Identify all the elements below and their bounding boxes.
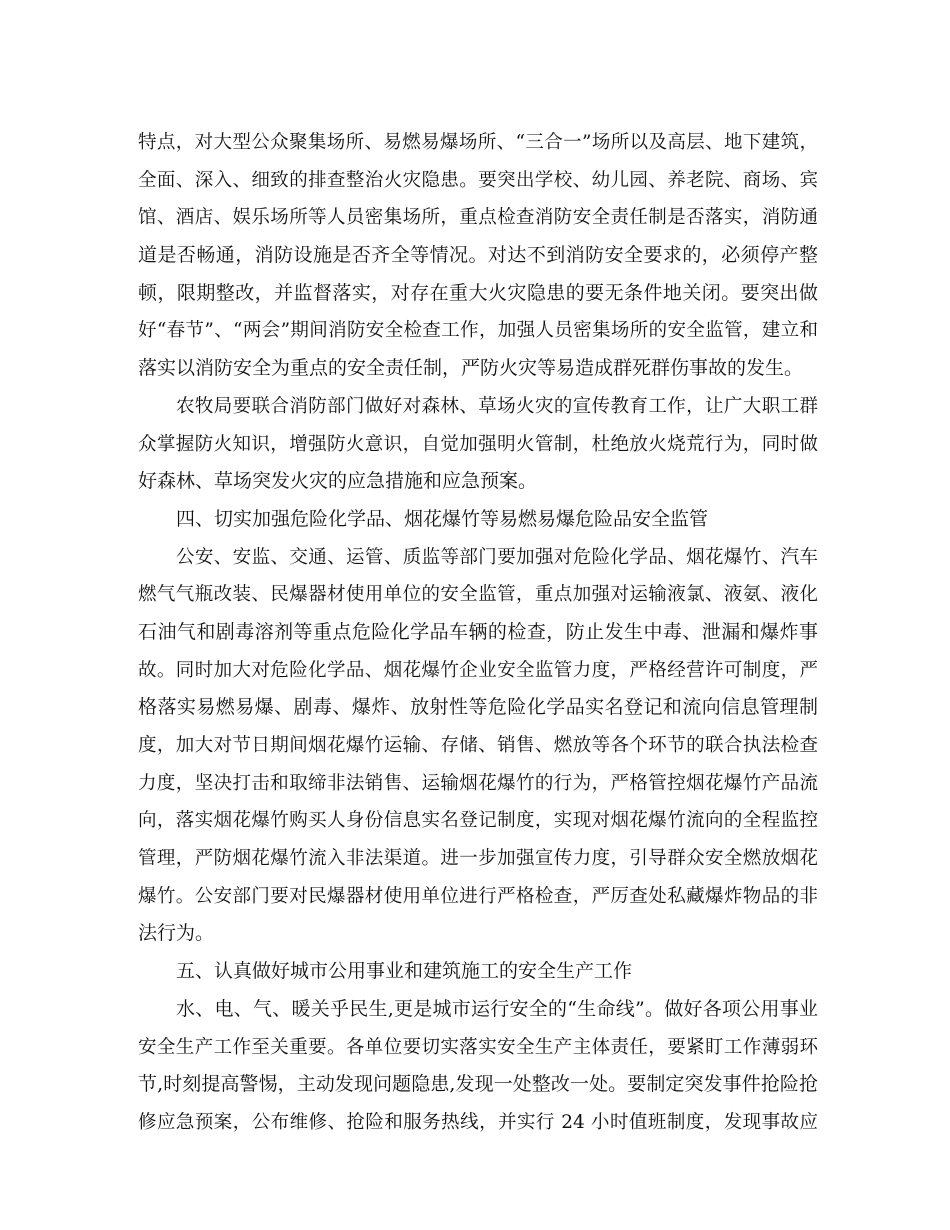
section-heading-four: 四、切实加强危险化学品、烟花爆竹等易燃易爆危险品安全监管 xyxy=(176,507,709,530)
section-heading-five: 五、认真做好城市公用事业和建筑施工的安全生产工作 xyxy=(176,960,633,983)
text-line: 落实以消防安全为重点的安全责任制，严防火灾等易造成群死群伤事故的发生。 xyxy=(138,357,804,380)
text-line: 全面、深入、细致的排查整治火灾隐患。要突出学校、幼儿园、养老院、商场、宾 xyxy=(138,169,818,191)
text-line: 管理，严防烟花爆竹流入非法渠道。进一步加强宣传力度，引导群众安全燃放烟花 xyxy=(138,848,818,870)
text-line: 馆、酒店、娱乐场所等人员密集场所，重点检查消防安全责任制是否落实，消防通 xyxy=(138,207,818,229)
text-line: 安全生产工作至关重要。各单位要切实落实安全生产主体责任，要紧盯工作薄弱环 xyxy=(138,1036,818,1058)
text-line: 好森林、草场突发火灾的应急措施和应急预案。 xyxy=(138,470,538,493)
text-line: 节,时刻提高警惕，主动发现问题隐患,发现一处整改一处。要制定突发事件抢险抢 xyxy=(138,1073,818,1096)
paragraph-start-line: 农牧局要联合消防部门做好对森林、草场火灾的宣传教育工作，让广大职工群 xyxy=(176,395,818,417)
text-line: 度，加大对节日期间烟花爆竹运输、存储、销售、燃放等各个环节的联合执法检查 xyxy=(138,735,818,756)
text-line: 众掌握防火知识，增强防火意识，自觉加强明火管制，杜绝放火烧荒行为，同时做 xyxy=(138,433,818,455)
body-text xyxy=(138,124,818,1142)
text-line: 法行为。 xyxy=(138,922,215,945)
text-line: 爆竹。公安部门要对民爆器材使用单位进行严格检查，严厉查处私藏爆炸物品的非 xyxy=(138,885,818,907)
text-line: 修应急预案，公布维修、抢险和服务热线，并实行 24 小时值班制度，发现事故应 xyxy=(138,1111,818,1133)
paragraph-start-line: 公安、安监、交通、运管、质监等部门要加强对危险化学品、烟花爆竹、汽车 xyxy=(176,546,818,568)
text-line: 燃气气瓶改装、民爆器材使用单位的安全监管，重点加强对运输液氯、液氨、液化 xyxy=(138,584,818,606)
paragraph-start-line: 水、电、气、暖关乎民生,更是城市运行安全的“生命线”。做好各项公用事业 xyxy=(176,997,818,1020)
text-line: 力度，坚决打击和取缔非法销售、运输烟花爆竹的行为，严格管控烟花爆竹产品流 xyxy=(138,772,818,794)
text-line: 向，落实烟花爆竹购买人身份信息实名登记制度，实现对烟花爆竹流向的全程监控 xyxy=(138,810,818,832)
text-line: 道是否畅通，消防设施是否齐全等情况。对达不到消防安全要求的，必须停产整 xyxy=(138,244,818,267)
text-line: 特点，对大型公众聚集场所、易燃易爆场所、“三合一”场所以及高层、地下建筑， xyxy=(138,132,818,153)
text-line: 顿，限期整改，并监督落实，对存在重大火灾隐患的要无条件地关闭。要突出做 xyxy=(138,281,818,304)
text-line: 好“春节”、“两会”期间消防安全检查工作，加强人员密集场所的安全监管，建立和 xyxy=(138,320,818,342)
text-line: 故。同时加大对危险化学品、烟花爆竹企业安全监管力度，严格经营许可制度，严 xyxy=(138,659,818,681)
text-line: 石油气和剧毒溶剂等重点危险化学品车辆的检查，防止发生中毒、泄漏和爆炸事 xyxy=(138,620,818,643)
text-line: 格落实易燃易爆、剧毒、爆炸、放射性等危险化学品实名登记和流向信息管理制 xyxy=(138,696,818,719)
